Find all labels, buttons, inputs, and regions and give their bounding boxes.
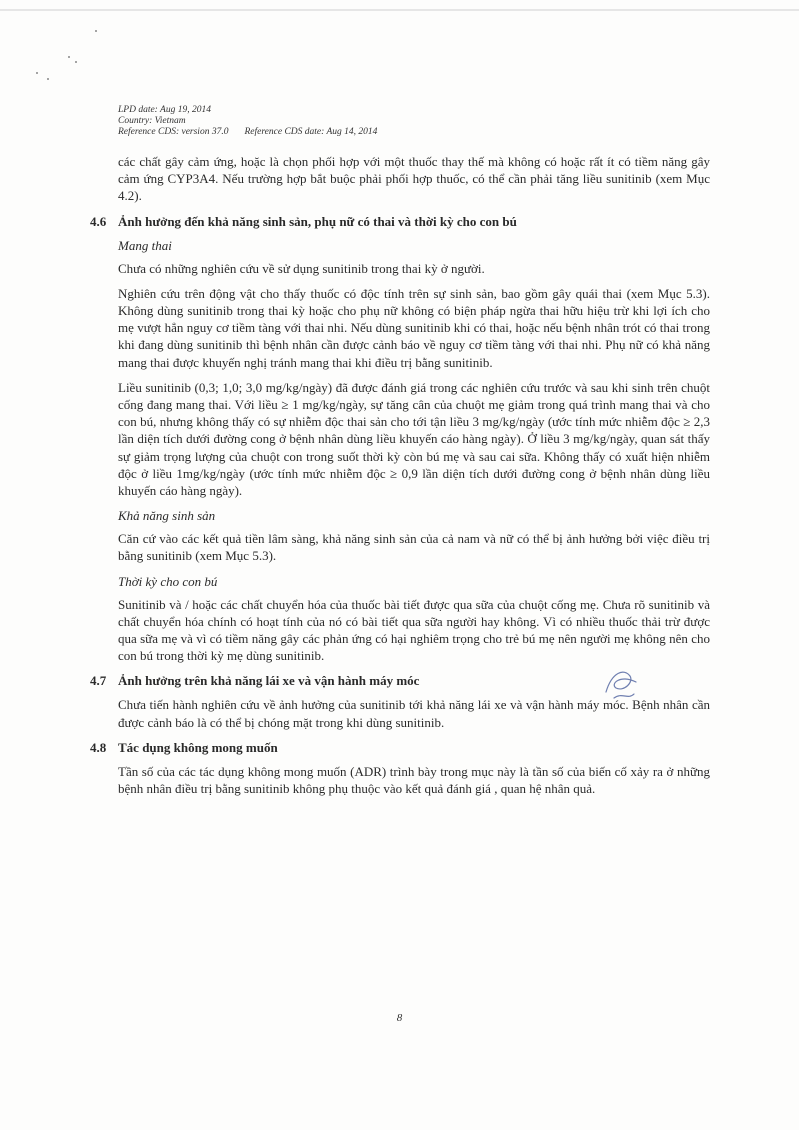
scan-speck bbox=[95, 30, 97, 32]
section-title: Tác dụng không mong muốn bbox=[118, 739, 278, 755]
page-number: 8 bbox=[396, 1012, 403, 1024]
pregnancy-paragraph-2: Nghiên cứu trên động vật cho thấy thuốc có độc tính trên sự sinh sản, bao gồm gây quái thai (xem Mục 5.3). Không dùng sunitinib trong thai kỳ hoặc cho phụ nữ không có biện pháp ngừa thai hữu hiệu trừ khi lợi ích cho mẹ vượt hẳn nguy cơ tiềm tàng với thai nhi. Nếu dùng sunitinib khi có thai, hoặc nếu bệnh nhân trót có thai trong khi đang dùng sunitinib thì bệnh nhân cần được cảnh báo về nguy cơ tiềm tàng với thai nhi. Phụ nữ có khả năng mang thai được khuyến nghị tránh mang thai khi điều trị bằng sunitinib. bbox=[118, 285, 710, 370]
section-title: Ảnh hưởng trên khả năng lái xe và vận hành máy móc bbox=[118, 673, 420, 689]
section-number: 4.8 bbox=[90, 739, 107, 755]
lactation-heading: Thời kỳ cho con bú bbox=[118, 573, 218, 589]
pregnancy-heading: Mang thai bbox=[118, 237, 172, 253]
fertility-heading: Khả năng sinh sản bbox=[118, 508, 216, 524]
pregnancy-paragraph-1: Chưa có những nghiên cứu về sử dụng sunitinib trong thai kỳ ở người. bbox=[118, 260, 485, 276]
section-title: Ảnh hưởng đến khả năng sinh sản, phụ nữ có thai và thời kỳ cho con bú bbox=[118, 213, 517, 229]
pregnancy-paragraph-3: Liều sunitinib (0,3; 1,0; 3,0 mg/kg/ngày) đã được đánh giá trong các nghiên cứu trước và sau khi sinh trên chuột cống đang mang thai. Với liều ≥ 1 mg/kg/ngày, sự tăng cân của chuột mẹ giảm trong quá trình mang thai và cho con bú, nhưng không thấy có sự nhiễm độc thai sản cho tới tận liều 3 mg/kg/ngày (ước tính mức nhiễm độc ≥ 2,3 lần diện tích dưới đường cong ở bệnh nhân dùng liều khuyến cáo hàng ngày). Ở liều 3 mg/kg/ngày, quan sát thấy sự giảm trọng lượng của chuột con trong suốt thời kỳ còn bú mẹ và sau cai sữa. Không thấy có xuất hiện nhiễm độc ở liều 1mg/kg/ngày (ước tính mức nhiễm độc ≥ 0,9 lần diện tích dưới đường cong ở bệnh nhân dùng liều khuyến cáo hàng ngày). bbox=[118, 379, 710, 499]
scan-speck bbox=[36, 72, 38, 74]
scan-speck bbox=[75, 61, 77, 63]
driving-paragraph: Chưa tiến hành nghiên cứu về ảnh hưởng của sunitinib tới khả năng lái xe và vận hành máy móc. Bệnh nhân cần được cảnh báo là có thể bị chóng mặt trong khi dùng sunitinib. bbox=[118, 697, 710, 730]
reference-cds-date: Reference CDS date: Aug 14, 2014 bbox=[244, 127, 378, 137]
fertility-paragraph: Căn cứ vào các kết quả tiền lâm sàng, khả năng sinh sản của cả nam và nữ có thể bị ảnh hưởng bởi việc điều trị bằng sunitinib (xem Mục 5.3). bbox=[118, 531, 710, 564]
reference-cds: Reference CDS: version 37.0 bbox=[118, 127, 229, 137]
section-4-8-heading bbox=[90, 739, 710, 756]
adverse-effects-paragraph: Tần số của các tác dụng không mong muốn (ADR) trình bày trong mục này là tần số của biến cố xảy ra ở những bệnh nhân điều trị bằng sunitinib không phụ thuộc vào kết quả đánh giá , quan hệ nhân quả. bbox=[118, 763, 710, 797]
scan-edge bbox=[0, 9, 799, 11]
country: Country: Vietnam bbox=[118, 116, 186, 126]
handwritten-signature-mark bbox=[600, 662, 642, 708]
document-header bbox=[118, 105, 377, 138]
section-number: 4.6 bbox=[90, 213, 107, 229]
section-number: 4.7 bbox=[90, 673, 107, 689]
intro-paragraph: các chất gây cảm ứng, hoặc là chọn phối hợp với một thuốc thay thế mà không có hoặc rất ít có tiềm năng gây cảm ứng CYP3A4. Nếu trường hợp bắt buộc phải phối hợp thuốc, có thể cần phải tăng liều sunitinib (xem Mục 4.2). bbox=[118, 154, 710, 204]
lactation-paragraph: Sunitinib và / hoặc các chất chuyển hóa của thuốc bài tiết được qua sữa của chuột cống mẹ. Chưa rõ sunitinib và chất chuyển hóa chính có hoạt tính của nó có bài tiết qua sữa người hay không. Vì có nhiều thuốc thải trừ được qua sữa mẹ và vì có tiềm năng gây các phản ứng có hại nghiêm trọng cho trẻ bú mẹ nên người mẹ không nên cho con bú trong thời kỳ mẹ dùng sunitinib. bbox=[118, 596, 710, 664]
lpd-date: LPD date: Aug 19, 2014 bbox=[118, 105, 211, 115]
scan-speck bbox=[47, 78, 49, 80]
reference-line bbox=[118, 127, 377, 138]
scan-speck bbox=[68, 56, 70, 58]
section-4-6-heading bbox=[90, 213, 710, 230]
